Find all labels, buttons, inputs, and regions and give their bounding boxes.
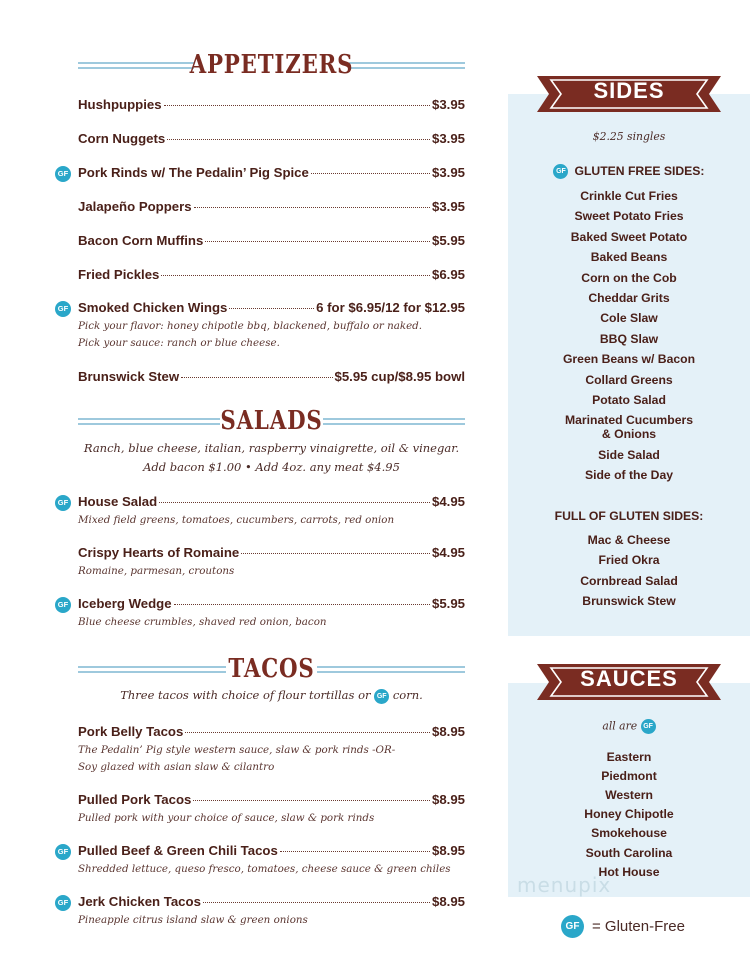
appetizers-title: APPETIZERS xyxy=(189,50,354,80)
menu-item-price: $8.95 xyxy=(431,843,465,858)
list-item: Marinated Cucumbers & Onions xyxy=(565,413,693,441)
menu-item xyxy=(78,596,465,631)
list-item: Baked Beans xyxy=(590,250,668,265)
menu-item-name: Smoked Chicken Wings xyxy=(78,300,228,315)
dot-leader xyxy=(174,604,430,605)
menu-item-description: Pulled pork with your choice of sauce, slaw & pork rinds xyxy=(78,812,375,824)
list-item: Hot House xyxy=(598,864,660,879)
list-item: Piedmont xyxy=(601,769,657,784)
list-item: BBQ Slaw xyxy=(599,331,659,346)
menu-item-price: $5.95 xyxy=(431,233,465,248)
menu-item-description: Mixed field greens, tomatoes, cucumbers, carrots, red onion xyxy=(78,514,395,526)
list-item: Cheddar Grits xyxy=(588,291,670,305)
menu-item-row xyxy=(78,267,465,285)
menu-item-row xyxy=(78,131,465,149)
menu-item-name: Pork Belly Tacos xyxy=(78,724,184,739)
menu-item-price: $6.95 xyxy=(431,267,465,282)
sauces-note-text: all are xyxy=(602,719,638,733)
list-item: Western xyxy=(605,788,653,803)
menu-item-description: Blue cheese crumbles, shaved red onion, bacon xyxy=(78,616,327,628)
menu-item-row xyxy=(78,199,465,217)
list-item: Smokehouse xyxy=(591,826,667,841)
list-item: Sweet Potato Fries xyxy=(574,209,684,224)
menu-item-description: Pick your flavor: honey chipotle bbq, blackened, buffalo or naked. xyxy=(78,320,423,332)
menu-item-price: $4.95 xyxy=(431,545,465,560)
menu-item xyxy=(78,369,465,387)
list-item: Mac & Cheese xyxy=(587,533,671,547)
menu-item-name: Bacon Corn Muffins xyxy=(78,233,204,248)
list-item: Corn on the Cob xyxy=(581,270,677,285)
dot-leader xyxy=(185,732,430,733)
dot-leader xyxy=(280,851,430,852)
gluten-free-legend xyxy=(561,915,685,938)
menu-item-description: Romaine, parmesan, croutons xyxy=(78,565,235,577)
menu-item-price: 6 for $6.95/12 for $12.95 xyxy=(316,300,465,315)
menu-item xyxy=(78,843,465,878)
sides-banner xyxy=(537,70,721,116)
list-item: Crinkle Cut Fries xyxy=(580,189,678,203)
menu-item xyxy=(78,494,465,529)
gluten-free-icon: GF xyxy=(561,915,584,938)
menu-item-name: Pulled Beef & Green Chili Tacos xyxy=(78,843,278,858)
gluten-free-icon: GF xyxy=(374,689,389,704)
list-item: South Carolina xyxy=(585,845,673,860)
list-item: Cornbread Salad xyxy=(580,573,678,588)
dot-leader xyxy=(167,139,430,140)
menu-item-name: Crispy Hearts of Romaine xyxy=(78,545,240,560)
menu-item-price: $8.95 xyxy=(431,792,465,807)
list-item: Fried Okra xyxy=(598,553,660,568)
dot-leader xyxy=(181,377,332,378)
menu-item-row xyxy=(78,843,465,861)
menu-item-description: Pick your sauce: ranch or blue cheese. xyxy=(78,337,280,349)
dot-leader xyxy=(161,275,430,276)
menu-item-price: $8.95 xyxy=(431,894,465,909)
menu-item-description: The Pedalin’ Pig style western sauce, slaw & pork rinds -OR- xyxy=(78,744,396,756)
salads-dressings-note: Ranch, blue cheese, italian, raspberry vinaigrette, oil & vinegar. xyxy=(83,441,460,455)
sauces-banner xyxy=(537,658,721,704)
tacos-note-text-end: corn. xyxy=(392,688,423,702)
list-item: Baked Sweet Potato xyxy=(570,229,688,244)
gluten-free-sides-heading xyxy=(508,164,750,179)
gluten-free-icon: GF xyxy=(55,844,71,860)
dot-leader xyxy=(194,207,430,208)
menu-item-row xyxy=(78,165,465,183)
menu-item xyxy=(78,233,465,251)
list-item: Honey Chipotle xyxy=(584,807,674,822)
list-item: Side of the Day xyxy=(584,468,674,483)
menu-item-price: $5.95 cup/$8.95 bowl xyxy=(334,369,465,384)
menu-item-name: Corn Nuggets xyxy=(78,131,166,146)
dot-leader xyxy=(311,173,430,174)
gluten-free-icon: GF xyxy=(55,495,71,511)
menu-item-row xyxy=(78,97,465,115)
menu-item-description: Soy glazed with asian slaw & cilantro xyxy=(78,761,275,773)
gluten-free-icon: GF xyxy=(55,895,71,911)
menu-item-name: House Salad xyxy=(78,494,158,509)
appetizers-header xyxy=(78,50,465,84)
menu-item-row xyxy=(78,494,465,512)
menu-item-description: Pineapple citrus island slaw & green onions xyxy=(78,914,308,926)
menu-item-name: Hushpuppies xyxy=(78,97,162,112)
sauces-gf-note xyxy=(508,719,750,734)
menu-item-price: $3.95 xyxy=(431,131,465,146)
salads-addons-note: Add bacon $1.00 • Add 4oz. any meat $4.95 xyxy=(143,460,400,474)
menu-item-row xyxy=(78,300,465,318)
list-item: Brunswick Stew xyxy=(582,594,676,609)
dot-leader xyxy=(229,308,314,309)
sauces-title: SAUCES xyxy=(580,666,678,691)
sides-price-note: $2.25 singles xyxy=(592,130,666,143)
menu-item-name: Pulled Pork Tacos xyxy=(78,792,192,807)
menu-item-name: Jalapeño Poppers xyxy=(78,199,192,214)
gluten-free-sides-label: GLUTEN FREE SIDES: xyxy=(574,164,705,178)
menu-item xyxy=(78,545,465,580)
menu-item-price: $3.95 xyxy=(431,97,465,112)
menu-item xyxy=(78,97,465,115)
list-item: Green Beans w/ Bacon xyxy=(562,352,696,367)
menu-item-row xyxy=(78,233,465,251)
list-item: Side Salad xyxy=(598,447,660,462)
tacos-note-text: Three tacos with choice of flour tortillas or xyxy=(120,688,371,702)
tacos-tortilla-note xyxy=(78,686,465,705)
menu-item xyxy=(78,724,465,776)
dot-leader xyxy=(203,902,430,903)
full-gluten-sides-heading: FULL OF GLUTEN SIDES: xyxy=(554,509,704,523)
list-item: Collard Greens xyxy=(585,372,673,387)
dot-leader xyxy=(241,553,430,554)
menu-item xyxy=(78,131,465,149)
menu-item-name: Brunswick Stew xyxy=(78,369,180,384)
gluten-free-icon: GF xyxy=(55,301,71,317)
menu-item-row xyxy=(78,894,465,912)
salads-title: SALADS xyxy=(220,406,323,436)
menu-item-name: Jerk Chicken Tacos xyxy=(78,894,201,909)
menu-item-row xyxy=(78,369,465,387)
menu-item xyxy=(78,300,465,352)
list-item: Eastern xyxy=(606,750,652,764)
gluten-free-icon: GF xyxy=(55,597,71,613)
gluten-free-icon: GF xyxy=(641,719,656,734)
dot-leader xyxy=(205,241,430,242)
sides-title: SIDES xyxy=(593,78,665,103)
gluten-free-icon: GF xyxy=(55,166,71,182)
menu-item xyxy=(78,199,465,217)
dot-leader xyxy=(193,800,430,801)
menu-item xyxy=(78,894,465,929)
menu-item-price: $3.95 xyxy=(431,165,465,180)
menu-item-row xyxy=(78,724,465,742)
watermark: menupix xyxy=(517,873,612,897)
menu-item xyxy=(78,792,465,827)
dot-leader xyxy=(164,105,430,106)
menu-item-price: $3.95 xyxy=(431,199,465,214)
menu-item-name: Iceberg Wedge xyxy=(78,596,172,611)
menu-item-name: Fried Pickles xyxy=(78,267,160,282)
gluten-free-icon: GF xyxy=(553,164,568,179)
menu-item-row xyxy=(78,792,465,810)
menu-item-name: Pork Rinds w/ The Pedalin’ Pig Spice xyxy=(78,165,309,180)
menu-item-price: $8.95 xyxy=(431,724,465,739)
menu-item-row xyxy=(78,545,465,563)
menu-item xyxy=(78,165,465,183)
list-item: Cole Slaw xyxy=(600,311,658,326)
list-item: Potato Salad xyxy=(592,393,666,407)
menu-item-price: $4.95 xyxy=(431,494,465,509)
tacos-title: TACOS xyxy=(228,654,315,684)
menu-item-row xyxy=(78,596,465,614)
menu-item-description: Shredded lettuce, queso fresco, tomatoes, cheese sauce & green chiles xyxy=(78,863,451,875)
menu-item-price: $5.95 xyxy=(431,596,465,611)
legend-text: = Gluten-Free xyxy=(592,918,685,935)
salads-header xyxy=(78,406,465,440)
tacos-header xyxy=(78,654,465,688)
menu-item xyxy=(78,267,465,285)
dot-leader xyxy=(159,502,430,503)
